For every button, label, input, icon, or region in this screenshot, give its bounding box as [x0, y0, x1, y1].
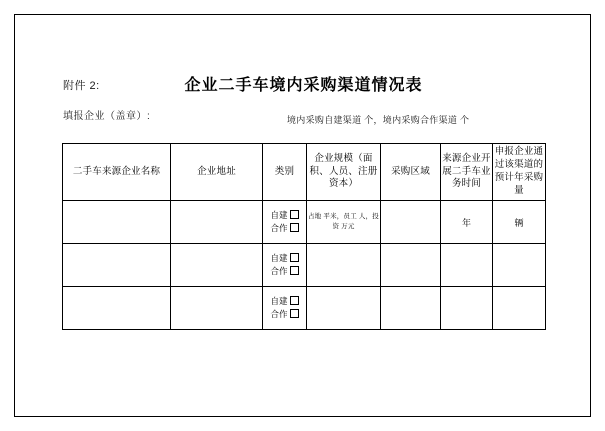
cell-company-scale[interactable] — [307, 244, 381, 287]
cell-company-name[interactable] — [63, 244, 171, 287]
cell-company-scale[interactable]: 占地 平米，员工 人，投资 万元 — [307, 201, 381, 244]
cell-category[interactable] — [263, 244, 307, 287]
cell-category[interactable] — [263, 201, 307, 244]
category-option-self-built[interactable] — [263, 295, 306, 308]
document-sheet — [14, 14, 591, 417]
checkbox-icon[interactable] — [290, 253, 299, 262]
header-annual-volume: 申报企业通过该渠道的预计年采购量 — [493, 144, 546, 201]
cell-purchase-region[interactable] — [381, 244, 441, 287]
cell-company-scale[interactable] — [307, 287, 381, 330]
table-body — [63, 201, 546, 330]
cell-purchase-region[interactable] — [381, 287, 441, 330]
category-option-self-built[interactable] — [263, 209, 306, 222]
cell-purchase-region[interactable] — [381, 201, 441, 244]
table-row — [63, 201, 546, 244]
header-category: 类别 — [263, 144, 307, 201]
cell-company-address[interactable] — [171, 287, 263, 330]
category-option-cooperative[interactable] — [263, 265, 306, 278]
cell-annual-volume[interactable] — [493, 244, 546, 287]
channel-counts-line: 境内采购自建渠道 个，境内采购合作渠道 个 — [287, 115, 470, 125]
category-label-cooperative: 合作 — [270, 266, 288, 276]
header-company-name: 二手车来源企业名称 — [63, 144, 171, 201]
header-company-scale: 企业规模（面积、人员、注册资本） — [307, 144, 381, 201]
cell-company-address[interactable] — [171, 201, 263, 244]
attachment-label: 附件 2: — [63, 80, 100, 92]
category-label-self-built: 自建 — [270, 253, 288, 264]
cell-company-address[interactable] — [171, 244, 263, 287]
cell-company-name[interactable] — [63, 287, 171, 330]
category-label-cooperative: 合作 — [270, 309, 288, 319]
cell-company-name[interactable] — [63, 201, 171, 244]
cell-business-time[interactable] — [441, 244, 493, 287]
checkbox-icon[interactable] — [290, 296, 299, 305]
category-option-cooperative[interactable] — [263, 222, 306, 235]
category-option-cooperative[interactable] — [263, 308, 306, 321]
page-title: 企业二手车境内采购渠道情况表 — [184, 77, 423, 94]
category-option-self-built[interactable] — [263, 252, 306, 265]
header-company-address: 企业地址 — [171, 144, 263, 201]
checkbox-icon[interactable] — [290, 309, 299, 318]
header-purchase-region: 采购区域 — [381, 144, 441, 201]
checkbox-icon[interactable] — [290, 210, 299, 219]
table-header-row — [63, 144, 546, 201]
cell-annual-volume[interactable]: 辆 — [493, 201, 546, 244]
category-label-self-built: 自建 — [270, 210, 288, 221]
category-label-cooperative: 合作 — [270, 223, 288, 233]
header-business-time: 来源企业开展二手车业务时间 — [441, 144, 493, 201]
table-header — [63, 144, 546, 201]
table-row — [63, 244, 546, 287]
checkbox-icon[interactable] — [290, 266, 299, 275]
cell-business-time[interactable] — [441, 287, 493, 330]
category-label-self-built: 自建 — [270, 296, 288, 307]
filing-company-label: 填报企业（盖章）: — [63, 111, 151, 122]
cell-business-time[interactable]: 年 — [441, 201, 493, 244]
cell-category[interactable] — [263, 287, 307, 330]
checkbox-icon[interactable] — [290, 223, 299, 232]
table-row — [63, 287, 546, 330]
cell-annual-volume[interactable] — [493, 287, 546, 330]
purchase-channel-table — [62, 143, 546, 330]
